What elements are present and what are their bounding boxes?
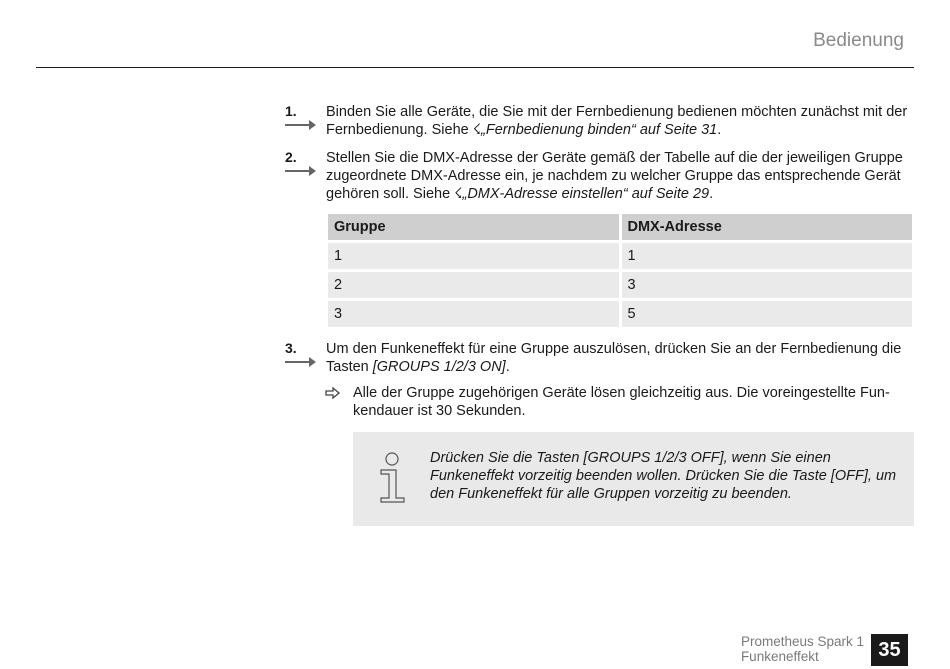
table-cell: 1 — [622, 243, 913, 269]
cross-reference-link[interactable]: „DMX-Adresse einstellen“ auf Seite 29 — [462, 186, 710, 202]
result-text: Alle der Gruppe zugehörigen Geräte lösen gleichzeitig aus. Die voreingestellte Funkendauer ist 30 Sekunden. — [353, 385, 890, 419]
table-header-cell: Gruppe — [328, 214, 619, 240]
cross-reference-link[interactable]: „Fernbedienung binden“ auf Seite 31 — [481, 122, 718, 138]
footer-section: Funkeneffekt — [740, 649, 819, 664]
step-text: Stellen Sie die DMX-Adresse der Geräte gemäß der Tabelle auf die der jeweiligen Gruppe zugeordnete DMX-Adresse ein, je nachdem zu welcher Gruppe das entsprechende Gerät gehören soll. Siehe ☇„DMX-Adresse einstellen“ auf Seite 29. — [326, 150, 903, 202]
link-arrow-icon: ☇ — [472, 122, 482, 138]
table-cell: 3 — [622, 272, 913, 298]
step-number: 1. — [285, 103, 297, 119]
info-note — [353, 432, 914, 526]
page-number: 35 — [871, 634, 908, 666]
link-arrow-icon: ☇ — [454, 186, 463, 202]
table-header-row — [328, 214, 912, 240]
header-divider — [36, 67, 914, 68]
table-cell: 2 — [328, 272, 619, 298]
key-reference: [GROUPS 1/2/3 ON] — [372, 359, 506, 375]
step-number: 2. — [285, 149, 297, 165]
footer-info — [741, 634, 864, 664]
step-text: Binden Sie alle Geräte, die Sie mit der Fernbedienung bedienen möchten zunächst mit der Fernbedienung. Siehe ☇„Fernbedienung binden“ auf Seite 31. — [326, 104, 908, 138]
table-row — [328, 243, 912, 269]
table-cell: 5 — [622, 301, 913, 327]
step-text: Um den Funkeneffekt für eine Gruppe auszulösen, drücken Sie an der Fernbedienung die Tasten [GROUPS 1/2/3 ON]. — [326, 341, 902, 375]
step-number: 3. — [285, 340, 297, 356]
table-header-cell: DMX-Adresse — [622, 214, 913, 240]
table-cell: 3 — [328, 301, 619, 327]
table-row — [328, 301, 912, 327]
note-text: Drücken Sie die Tasten [GROUPS 1/2/3 OFF], wenn Sie einen Funkeneffekt vorzeitig beenden wollen. Drücken Sie die Taste [OFF], um den Funkeneffekt für alle Gruppen vorzeitig zu beenden. — [430, 450, 897, 502]
info-icon — [377, 452, 407, 504]
result-arrow-icon — [325, 386, 341, 400]
group-address-table — [325, 211, 915, 330]
step-arrow-icon — [285, 165, 319, 177]
footer-product: Prometheus Spark 1 — [740, 634, 864, 649]
table-row — [328, 272, 912, 298]
page-header-title: Bedienung — [813, 30, 904, 51]
table-cell: 1 — [328, 243, 619, 269]
step-arrow-icon — [285, 356, 319, 368]
step-arrow-icon — [285, 119, 319, 131]
